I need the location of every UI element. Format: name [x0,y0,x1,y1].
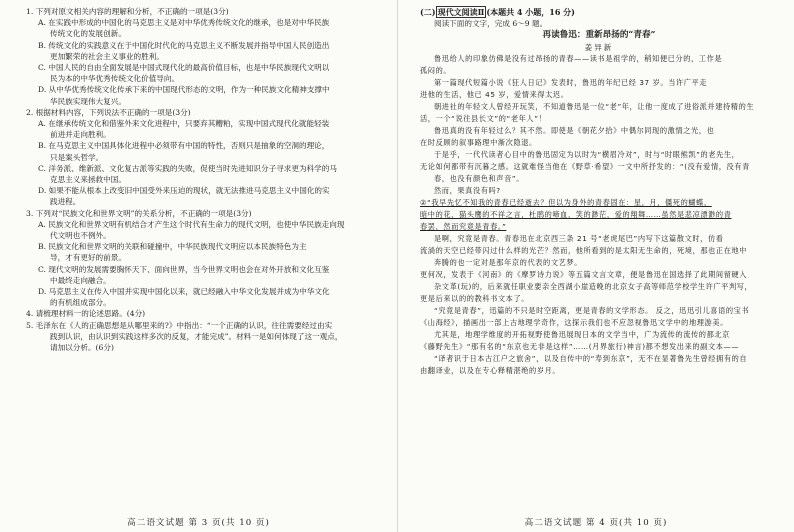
text-line: 前进并走向胜利。 [50,130,111,140]
quote-line: ②“我早先忆不知我的青春已经逝去？但以为身外的青春固在：星，月，僵死的蝴蝶， [420,198,712,208]
answer-option: A. 民族文化和世界文明有机结合才产生这个时代有生命力的现代文明，也使中华民族走向现 [38,219,345,229]
right-page [397,0,794,532]
paragraph-line: 更何况，发表于《河南》的《摩罗诗力说》等五篇文言文章，便是鲁迅在国选择了此期间留硬入 [420,270,748,280]
text-line: 导，才有更好的前景。 [50,253,126,263]
paragraph-line: 孤闷的。 [420,66,452,76]
quote-line: 暗中的花，猫头鹰的不祥之言，杜鹃的啼血，笑的渺茫，爱的翔舞……虽然是悲凉漂渺的青 [420,210,732,220]
text-line: 中最终走向融合。 [50,275,111,285]
paragraph-line: 流淌的天空已经带闪过什么样的光芒？然而，他所看到的是太阳无生命的，死境，那也正在地中 [420,246,748,256]
paragraph-line: 第一篇现代短篇小说《狂人日记》发表时，鲁迅的年纪已经 37 岁。当许广平走 [434,78,708,88]
paragraph-line: 更是后来以的的教科书文本了。 [420,294,530,304]
text-line: 代文明也不例外。 [50,231,111,241]
answer-option: D. 如果不能从根本上改变旧中国受外来压迫的现状，就无法推进马克思主义中国化的实 [38,186,330,196]
section-heading [420,6,778,18]
question-line: 然而，果真没有吗? [434,186,501,196]
paragraph-line: 尤其是，地理学维度的开拓视野使鲁迅展现日本的文学当中，广为流传的流传的都北京 [434,330,730,340]
left-page-footer: 高二语文试题 第 3 页(共 10 页) [127,518,270,528]
quote-line: 春罢，然而究竟是青春。” [420,222,507,232]
paragraph-line: 由翻译业，以及在专心释精湛绝的岁月。 [420,366,561,376]
answer-option: D. 从中华优秀传统文化传承下来的中国现代形态的文明，作为一种民族文化精神支撑中 [38,85,330,95]
text-line: 更加繁荣的社会主义事业的胜利。 [50,51,164,61]
question-stem: 3. 下列对“民族文化和世界文明”的关系分析，不正确的一项是(3分) [26,208,252,218]
paragraph-line: 朝进社的年轻文人曾经开玩笑，不知道鲁迅是一位“老”年，让他一度成了进俗派并建持精的生 [434,102,755,112]
section-heading-boxed: 现代文阅读Ⅱ [437,7,485,17]
paragraph-line: 进他的生活，他已 45 岁，爱情来得太迟。 [420,90,569,100]
paragraph-line: 《山海经》，描画出一部上古地理学奇作，这探示我们也不应忽视鲁迅文学中的地理游美。 [420,318,728,328]
answer-option: C. 中国人民的自由全面发展是中国式现代化的最高价值目标，也是中华民族现代文明以 [38,63,330,73]
text-line: 践到认识，由认识到实践这样多次的反复，才能完成”。材料一是如何体现了这一观点， [50,331,343,341]
right-page-footer: 高二语文试题 第 4 页(共 10 页) [524,518,668,528]
answer-option: C. 现代文明的发展需要胸怀天下、面向世界，当今世界文明也会在对外开放和文化互鉴 [38,264,330,274]
paragraph-line: 奔腾的也一定对是那年京的代表的文艺梦。 [434,258,582,268]
section-heading-prefix: (二) [420,7,436,17]
answer-option: B. 民族文化和世界文明的关联和碰撞中，中华民族现代文明应以本民族特色为主 [38,242,307,252]
paragraph-line: 春，也没有颜色和声音”。 [434,174,524,184]
text-line: 践进程。 [50,197,81,207]
answer-option: D. 马克思主义在传入中国并实现中国化以来，就已经融入中华文化发展并成为中华文化 [38,287,330,297]
paragraph-line: 在时反顾的叙事路理中渐次隐退。 [420,138,537,148]
text-line: 请加以分析。(6分) [50,343,114,353]
paragraph-line: 《藤野先生》“那有名的“东京也无非是这样”……(月界旅行)神言)都不想发出来的副文本—— [420,342,740,352]
section-heading-suffix: (本题共 4 小题，16 分) [486,7,575,17]
paragraph-line: 于是乎，一代代读者心目中的鲁迅固定为以时为“横眉冷对”，时与“时眼熊凯”的老先生， [434,150,740,160]
text-line: 民为本的中华优秀传统文化价值导向。 [50,74,180,84]
question-stem: 2. 根据材料内容，下列说法不正确的一项是(3分) [26,107,191,117]
text-line: 的有机组成部分。 [50,298,111,308]
paragraph-line: “译者识于日本古江户之旅舍”，以及自传中的“寿到东京”，无不在显著鲁先生曾经拥有的自 [434,354,748,364]
paragraph-line: 鲁迅真的没有年轻过么？其不然。即使是《朝花夕拾》中偶尔同现的激情之光，也 [434,126,715,136]
paragraph-line: 杂文革(玩)的，后来就任职业要亲全西湖小崖造晚的北京女子高等师范学校学生许广平判写， [434,282,753,292]
answer-option: B. 传统文化的实践意义在于中国化时代化的马克思主义不断发展并指导中国人民创造出 [38,40,330,50]
text-line: 华民族实现伟大复兴。 [50,96,126,106]
question-stem: 1. 下列对原文相关内容的理解和分析，不正确的一项是(3分) [26,7,229,16]
paragraph-line: 活，一个“说往县长文”的“老年人”！ [420,114,547,124]
paragraph-line: “究竟是青春”，迅篇的不只是时空距离，更是青春的文学形态。 反之，迅迅引儿喜语的宝书 [434,306,750,316]
text-line: 克思主义来拯救中国。 [50,175,126,185]
article-body [420,53,778,377]
article-title: 再读鲁迅：重新昂扬的“青春” [542,30,656,41]
text-line: 只是案头哲学。 [50,152,104,162]
article-author: 姜异新 [584,43,614,53]
question-stem: 5. 毛泽东在《人的正确思想是从哪里来的?》中指出：“一个正确的认识，往往需要经过由实 [26,320,333,330]
answer-option: A. 在继承传统文化和借鉴外来文化进程中，只要弃其糟粕，实现中国式现代化就能轻装 [38,119,330,129]
answer-option: B. 在马克思主义中国具体化进程中必须带有中国的特性，否则只是抽象的空洞的理论， [38,141,330,151]
paragraph-line: 无论如何都带有沉暮之感。这就难怪当他在《野草·希望》一文中所抒发的：“(没有爱情，没有青 [420,162,750,172]
text-line: 传统文化的发展创新。 [50,29,126,39]
answer-option: A. 在实践中形成的中国化的马克思主义是对中华优秀传统文化的继承，也是对中华民族 [38,18,330,28]
paragraph-line: 是啊，究竟是青春。青春迅在北京西三条 21 号“老虎尾巴”内写下这篇散文时，仿看 [434,234,724,244]
reading-instruction: 阅读下面的文字，完成 6～9 题。 [434,19,548,28]
paragraph-line: 鲁迅给人的印象仿佛是没有过昂扬的青春——读书是祖学的，稍知便已分的，工作是 [434,54,723,64]
answer-option: C. 洋务派、维新派、文化复古派等实践的失败，促使当时先进知识分子寻求更为科学的马 [38,163,337,173]
left-page-questions [26,6,385,353]
question-stem: 4. 请梳理材料一的论述思路。(4分) [26,309,146,319]
